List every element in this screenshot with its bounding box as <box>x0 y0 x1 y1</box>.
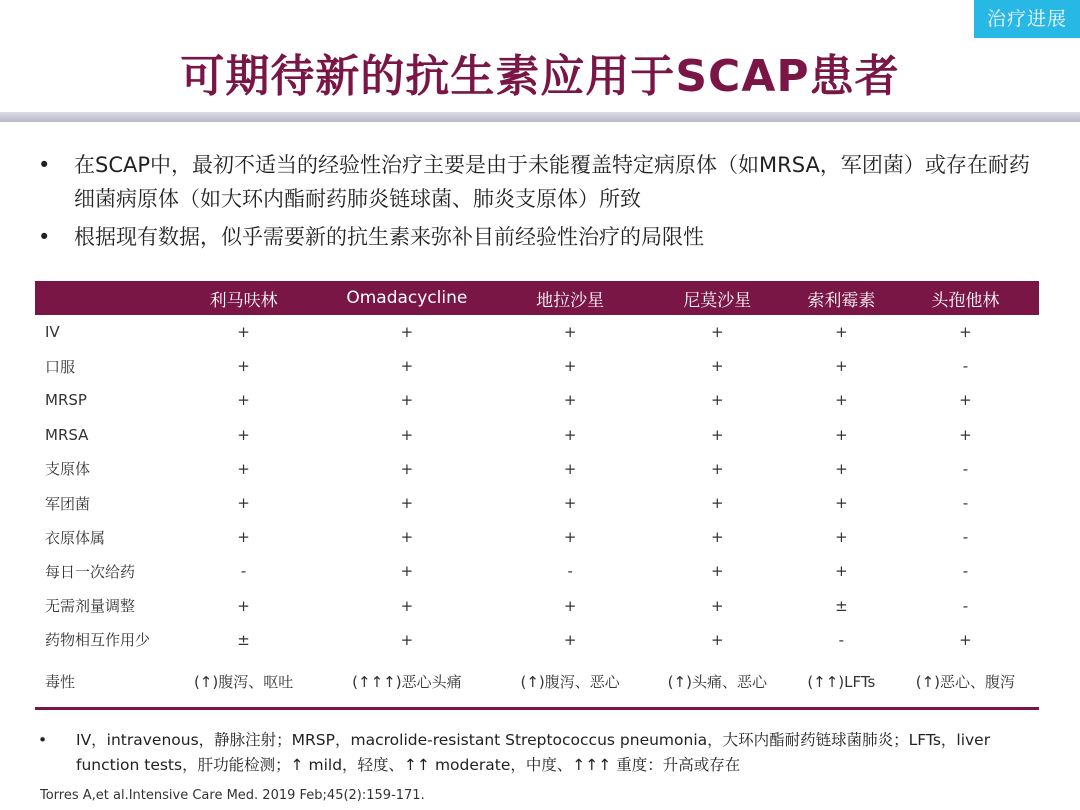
citation: Torres A,et al.Intensive Care Med. 2019 Feb;45(2):159-171. <box>40 788 425 803</box>
table-cell: ± <box>237 630 250 649</box>
table-cell: + <box>711 391 724 410</box>
table-cell: + <box>711 425 724 444</box>
table-cell: + <box>400 357 414 376</box>
bullet-list <box>38 148 1040 258</box>
table-cell: (↑↑)LFTs <box>791 657 892 709</box>
row-label: 支原体 <box>45 460 91 479</box>
table-cell: + <box>400 528 414 547</box>
table-header-row <box>35 281 1039 315</box>
row-label: 口服 <box>45 357 76 376</box>
bullet-dot-icon: • <box>38 225 51 249</box>
table-cell: + <box>563 425 577 444</box>
table-cell: - <box>838 630 845 649</box>
table-row <box>35 349 1039 383</box>
row-label: 药物相互作用少 <box>45 631 151 650</box>
table-cell: + <box>563 630 577 649</box>
table-cell: + <box>959 630 972 649</box>
column-header: 利马呋林 <box>170 281 317 315</box>
table-cell: + <box>835 357 848 376</box>
table-cell: + <box>835 562 848 581</box>
footnote-text: IV，intravenous，静脉注射；MRSP，macrolide-resistant Streptococcus pneumonia，大环内酯耐药链球菌肺炎；LFTs，liver function tests，肝功能检测；↑ mild，轻度、↑↑ moderate，中度、↑↑↑ 重度：升高或存在 <box>76 731 991 774</box>
table-cell: + <box>237 323 250 342</box>
table-cell: + <box>711 528 724 547</box>
table-cell: + <box>711 323 724 342</box>
table-cell: + <box>237 528 250 547</box>
title-divider <box>0 112 1080 122</box>
bullet-text: 根据现有数据，似乎需要新的抗生素来弥补目前经验性治疗的局限性 <box>74 225 704 249</box>
table-cell: + <box>237 596 250 615</box>
footnotes <box>38 728 1050 778</box>
table-cell: + <box>959 323 972 342</box>
table-cell: + <box>237 357 250 376</box>
table-cell: + <box>237 391 250 410</box>
table-cell: (↑↑↑)恶心头痛 <box>317 657 496 709</box>
column-header: Omadacycline <box>317 281 496 315</box>
table-cell: - <box>962 494 969 513</box>
column-header: 头孢他林 <box>892 281 1039 315</box>
table-cell: + <box>711 596 724 615</box>
table-cell: + <box>563 528 577 547</box>
row-label: MRSP <box>45 391 87 410</box>
page-title: 可期待新的抗生素应用于SCAP患者 <box>180 51 900 102</box>
table-cell: + <box>563 357 577 376</box>
column-header: 地拉沙星 <box>497 281 644 315</box>
table-cell: + <box>400 391 414 410</box>
table-cell: + <box>563 323 577 342</box>
bullet-item <box>38 148 1040 216</box>
comparison-table <box>35 281 1039 710</box>
row-label: 衣原体属 <box>45 528 106 547</box>
table-cell: + <box>563 596 577 615</box>
table-cell: + <box>563 391 577 410</box>
table-cell: (↑)腹泻、恶心 <box>497 657 644 709</box>
table-row <box>35 554 1039 588</box>
table-cell: + <box>835 528 848 547</box>
table-cell: - <box>962 596 969 615</box>
table-row <box>35 589 1039 623</box>
table-row <box>35 452 1039 486</box>
table-cell: + <box>711 562 724 581</box>
table-cell: + <box>563 494 577 513</box>
table-cell: + <box>835 494 848 513</box>
row-label: 毒性 <box>35 657 170 709</box>
footnote-item <box>38 728 1050 778</box>
table-cell: + <box>711 630 724 649</box>
table-cell: + <box>835 459 848 478</box>
table-cell: + <box>835 391 848 410</box>
table-cell: + <box>400 494 414 513</box>
table-row <box>35 623 1039 657</box>
table-cell: + <box>237 425 250 444</box>
table-cell: + <box>400 425 414 444</box>
table-cell: + <box>835 425 848 444</box>
table-cell: + <box>959 425 972 444</box>
column-header: 索利霉素 <box>791 281 892 315</box>
table-row <box>35 657 1039 709</box>
row-label: MRSA <box>45 425 89 444</box>
table-cell: + <box>400 562 414 581</box>
table-cell: + <box>400 323 414 342</box>
section-tag: 治疗进展 <box>974 0 1080 38</box>
table-cell: - <box>567 562 573 581</box>
table-cell: + <box>711 357 724 376</box>
table-row <box>35 383 1039 417</box>
table-cell: (↑)头痛、恶心 <box>644 657 791 709</box>
bullet-text: 在SCAP中，最初不适当的经验性治疗主要是由于未能覆盖特定病原体（如MRSA，军团菌）或存在耐药细菌病原体（如大环内酯耐药肺炎链球菌、肺炎支原体）所致 <box>74 153 1030 211</box>
table-cell: + <box>400 459 414 478</box>
bullet-dot-icon: • <box>38 731 48 749</box>
table-cell: + <box>711 459 724 478</box>
table-cell: (↑)恶心、腹泻 <box>892 657 1039 709</box>
table-row <box>35 418 1039 452</box>
table-row <box>35 486 1039 520</box>
table-cell: + <box>400 630 414 649</box>
table-cell: - <box>962 459 969 478</box>
table-cell: + <box>835 323 848 342</box>
table-cell: + <box>959 391 972 410</box>
row-label: IV <box>45 323 60 342</box>
table-cell: + <box>400 596 414 615</box>
row-label: 每日一次给药 <box>45 562 136 581</box>
row-label: 无需剂量调整 <box>45 597 136 616</box>
table-cell: ± <box>835 596 848 615</box>
table-cell: + <box>711 494 724 513</box>
table-cell: - <box>240 562 247 581</box>
row-label: 军团菌 <box>45 494 91 513</box>
table-cell: + <box>237 494 250 513</box>
table-cell: + <box>237 459 250 478</box>
bullet-dot-icon: • <box>38 153 51 177</box>
table-body <box>35 315 1039 708</box>
column-header <box>35 281 170 315</box>
column-header: 尼莫沙星 <box>644 281 791 315</box>
table-row <box>35 520 1039 554</box>
table-cell: - <box>962 562 969 581</box>
table-cell: + <box>563 459 577 478</box>
table-cell: - <box>962 528 969 547</box>
table-cell: - <box>962 357 969 376</box>
table-row <box>35 315 1039 349</box>
table-cell: (↑)腹泻、呕吐 <box>170 657 317 709</box>
bullet-item <box>38 220 1040 254</box>
